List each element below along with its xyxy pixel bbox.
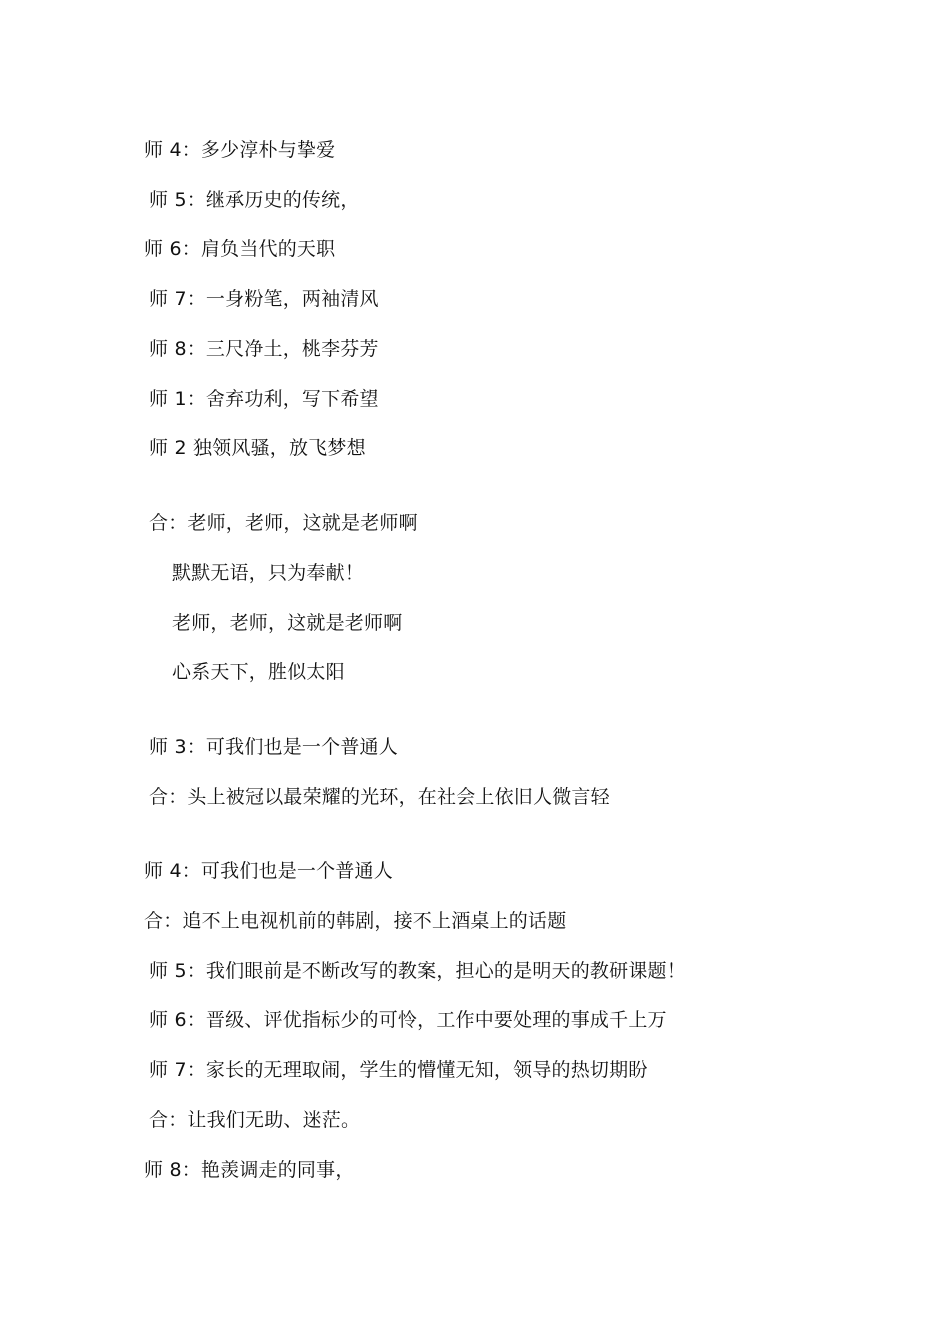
chorus-line: 合：追不上电视机前的韩剧，接不上酒桌上的话题 xyxy=(144,910,567,932)
chorus-line: 合：让我们无助、迷茫。 xyxy=(149,1109,361,1131)
chorus-line: 默默无语，只为奉献！ xyxy=(172,562,365,584)
script-line: 师 5：我们眼前是不断改写的教案，担心的是明天的教研课题！ xyxy=(149,960,686,982)
chorus-line: 合：头上被冠以最荣耀的光环，在社会上依旧人微言轻 xyxy=(149,786,610,808)
chorus-line: 老师，老师，这就是老师啊 xyxy=(172,612,403,634)
chorus-line: 合：老师，老师，这就是老师啊 xyxy=(149,512,418,534)
script-line: 师 8：艳羡调走的同事， xyxy=(144,1159,355,1181)
script-line: 师 8：三尺净土，桃李芬芳 xyxy=(149,338,379,360)
chorus-line: 心系天下，胜似太阳 xyxy=(172,661,345,683)
script-line: 师 4：可我们也是一个普通人 xyxy=(144,860,393,882)
script-line: 师 3：可我们也是一个普通人 xyxy=(149,736,398,758)
script-line: 师 6：晋级、评优指标少的可怜，工作中要处理的事成千上万 xyxy=(149,1009,667,1031)
script-line: 师 1：舍弃功利，写下希望 xyxy=(149,388,379,410)
script-line: 师 5：继承历史的传统， xyxy=(149,189,360,211)
script-line: 师 7：一身粉笔，两袖清风 xyxy=(149,288,379,310)
script-line: 师 6：肩负当代的天职 xyxy=(144,238,336,260)
script-line: 师 2 独领风骚，放飞梦想 xyxy=(149,437,366,459)
script-line: 师 7：家长的无理取闹，学生的懵懂无知，领导的热切期盼 xyxy=(149,1059,648,1081)
script-line: 师 4：多少淳朴与挚爱 xyxy=(144,139,336,161)
